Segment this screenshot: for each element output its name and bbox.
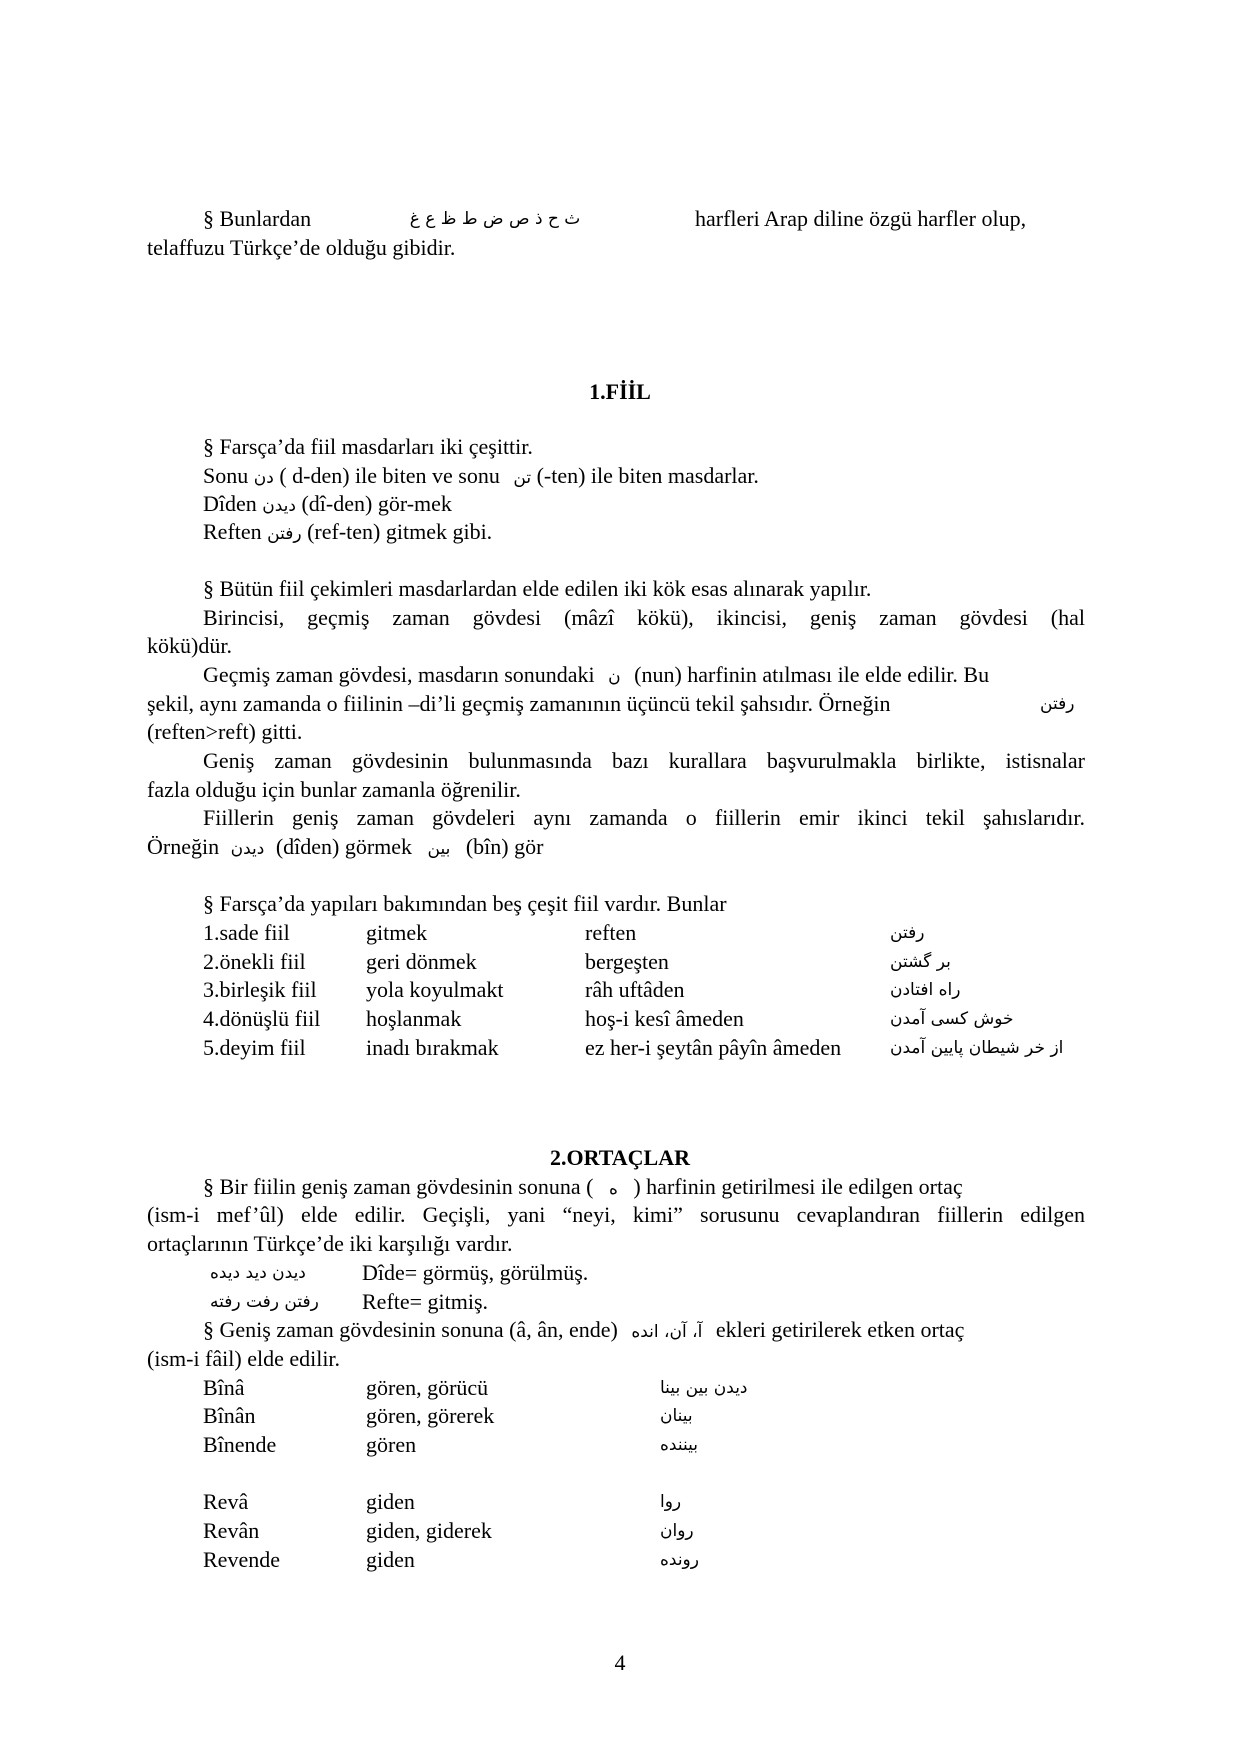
participle-persian: دیدن بین بینا	[660, 1378, 748, 1398]
participle-meaning: gören	[366, 1432, 417, 1457]
ortac-paragraph-1-line1	[203, 1173, 963, 1203]
intro-line2: telaffuzu Türkçe’de olduğu gibidir.	[147, 235, 456, 260]
intro-suffix: harfleri Arap diline özgü harfler olup,	[695, 206, 1027, 231]
verb-persian: راه افتادن	[890, 980, 961, 1000]
participle-persian: رونده	[660, 1550, 699, 1570]
example-2-text: Refte= gitmiş.	[362, 1289, 489, 1314]
verb-type: 4.dönüşlü fiil	[203, 1006, 321, 1031]
text-run: Reften	[203, 519, 262, 544]
arabic-text: آ، آن، انده	[631, 1322, 703, 1342]
fiil-paragraph-6-line1: Birincisi, geçmiş zaman gövdesi (mâzî kökü), ikincisi, geniş zaman gövdesi (hal	[203, 605, 1085, 630]
participle-word: Revân	[203, 1518, 260, 1543]
verb-meaning: yola koyulmakt	[366, 977, 504, 1002]
participle-word: Bînân	[203, 1403, 256, 1428]
fiil-paragraph-5: § Bütün fiil çekimleri masdarlardan elde edilen iki kök esas alınarak yapılır.	[203, 576, 872, 601]
verb-translit: râh uftâden	[585, 977, 685, 1002]
text-run: Sonu	[203, 463, 249, 488]
verb-persian: از خر شیطان پایین آمدن	[890, 1038, 1064, 1058]
fiil-paragraph-7-line2: şekil, aynı zamanda o fiilinin –di’li geçmiş zamanının üçüncü tekil şahsıdır. Örneğin	[147, 691, 891, 716]
fiil-paragraph-8-line2: fazla olduğu için bunlar zamanla öğrenilir.	[147, 777, 521, 802]
text-run: (dîden) görmek	[275, 834, 413, 859]
verb-translit: bergeşten	[585, 949, 669, 974]
fiil-paragraph-1: § Farsça’da fiil masdarları iki çeşittir.	[203, 434, 533, 459]
text-run: (-ten) ile biten masdarlar.	[536, 463, 759, 488]
arabic-text: رفتن	[267, 524, 302, 544]
participle-persian: روا	[660, 1492, 682, 1512]
text-run: (dî-den) gör-mek	[301, 491, 452, 516]
ortac-paragraph-2-line1	[203, 1316, 964, 1346]
participle-meaning: gören, görerek	[366, 1403, 495, 1428]
participle-meaning: giden	[366, 1547, 415, 1572]
arabic-text: رفتن	[1040, 694, 1075, 714]
verb-type: 1.sade fiil	[203, 920, 290, 945]
verb-meaning: inadı bırakmak	[366, 1035, 499, 1060]
fiil-paragraph-10: § Farsça’da yapıları bakımından beş çeşit fiil vardır. Bunlar	[203, 891, 727, 916]
fiil-line-reften	[203, 518, 492, 548]
verb-persian: بر گشتن	[890, 952, 951, 972]
ortac-paragraph-2-line2: (ism-i fâil) elde edilir.	[147, 1346, 341, 1371]
participle-meaning: gören, görücü	[366, 1375, 489, 1400]
text-run: Geçmiş zaman gövdesi, masdarın sonundaki	[203, 662, 595, 687]
text-run: § Geniş zaman gövdesinin sonuna (â, ân, ende)	[203, 1317, 618, 1342]
intro-prefix: § Bunlardan	[203, 206, 312, 231]
participle-word: Bînâ	[203, 1375, 245, 1400]
verb-persian: رفتن	[890, 923, 925, 943]
arabic-text: دن	[253, 468, 274, 488]
text-run: (nun) harfinin atılması ile elde edilir. Bu	[634, 662, 990, 687]
section-title-fiil: 1.FİİL	[589, 379, 651, 404]
arabic-text: دیدن	[262, 496, 296, 516]
text-run: (ref-ten) gitmek gibi.	[307, 519, 493, 544]
participle-word: Revâ	[203, 1489, 249, 1514]
page-number: 4	[614, 1650, 626, 1675]
text-run: Örneğin	[147, 834, 220, 859]
fiil-paragraph-9-line1: Fiillerin geniş zaman gövdeleri aynı zamanda o fiillerin emir ikinci tekil şahıslarıdır.	[203, 805, 1085, 830]
arabic-text: تن	[513, 468, 532, 488]
participle-meaning: giden	[366, 1489, 415, 1514]
text-run: Dîden	[203, 491, 257, 516]
ortac-paragraph-1-line3: ortaçlarının Türkçe’de iki karşılığı vardır.	[147, 1231, 513, 1256]
participle-persian: بینان	[660, 1406, 693, 1426]
participle-persian: روان	[660, 1521, 694, 1541]
text-run: ekleri getirilerek etken ortaç	[715, 1317, 965, 1342]
verb-type: 3.birleşik fiil	[203, 977, 317, 1002]
verb-translit: reften	[585, 920, 637, 945]
section-title-ortaclar: 2.ORTAÇLAR	[550, 1145, 690, 1170]
text-run: (bîn) gör	[465, 834, 544, 859]
fiil-paragraph-6-line2: kökü)dür.	[147, 633, 232, 658]
arabic-text: ن	[608, 667, 621, 687]
text-run: ) harfinin getirilmesi ile edilgen ortaç	[633, 1174, 963, 1199]
arabic-text: ه	[608, 1179, 618, 1199]
arabic-text: بین	[427, 839, 451, 859]
fiil-paragraph-7-line3: (reften>reft) gitti.	[147, 719, 303, 744]
verb-type: 2.önekli fiil	[203, 949, 306, 974]
participle-persian: بیننده	[660, 1435, 698, 1455]
participle-meaning: giden, giderek	[366, 1518, 492, 1543]
fiil-paragraph-8-line1: Geniş zaman gövdesinin bulunmasında bazı kurallara başvurulmakla birlikte, istisnalar	[203, 748, 1085, 773]
intro-arabic-letters: ث ح ذ ص ض ط ظ ع غ	[409, 209, 581, 229]
verb-translit: hoş-i kesî âmeden	[585, 1006, 744, 1031]
text-run: § Bir fiilin geniş zaman gövdesinin sonuna (	[203, 1174, 594, 1199]
fiil-line-diden	[203, 490, 452, 520]
verb-meaning: gitmek	[366, 920, 428, 945]
verb-meaning: hoşlanmak	[366, 1006, 462, 1031]
fiil-paragraph-7-line1	[203, 661, 989, 691]
verb-translit: ez her-i şeytân pâyîn âmeden	[585, 1035, 842, 1060]
text-run: ( d-den) ile biten ve sonu	[279, 463, 500, 488]
participle-word: Revende	[203, 1547, 280, 1572]
arabic-text: دیدن	[230, 839, 265, 859]
example-1-arabic: دیدن دید دیده	[210, 1263, 306, 1283]
example-2-arabic: رفتن رفت رفته	[210, 1292, 319, 1312]
verb-persian: خوش کسی آمدن	[890, 1009, 1014, 1029]
participle-word: Bînende	[203, 1432, 277, 1457]
verb-type: 5.deyim fiil	[203, 1035, 306, 1060]
ortac-paragraph-1-line2: (ism-i mef’ûl) elde edilir. Geçişli, yani “neyi, kimi” sorusunu cevaplandıran fiillerin edilgen	[147, 1202, 1085, 1227]
example-1-text: Dîde= görmüş, görülmüş.	[362, 1260, 589, 1285]
verb-meaning: geri dönmek	[366, 949, 477, 974]
fiil-paragraph-9-line2	[147, 833, 543, 863]
fiil-line-sonu	[203, 462, 759, 492]
